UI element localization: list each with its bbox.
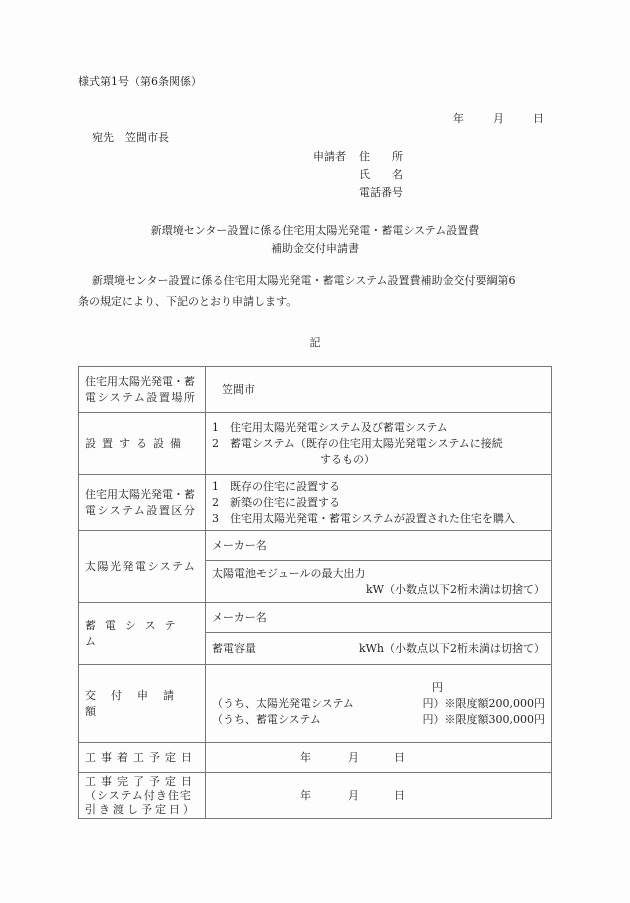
date-month: 月 — [493, 112, 504, 125]
location-label-line1: 住宅用太陽光発電・蓄 — [85, 374, 195, 388]
solar-output-field[interactable] — [206, 561, 552, 603]
completion-label-line3: 引き渡し予定日） — [85, 802, 197, 816]
completion-month: 月 — [348, 788, 359, 802]
table-row-category — [79, 475, 552, 531]
amount-battery-row — [212, 712, 545, 728]
completion-label-line1: 工事完了予定日 — [85, 774, 197, 788]
date-day: 日 — [533, 112, 544, 125]
completion-date-label — [79, 773, 206, 819]
solar-output-unit: kW（小数点以下2桁未満は切捨て） — [366, 582, 545, 596]
amount-yen: 円 — [432, 680, 443, 694]
battery-capacity-unit: kWh（小数点以下2桁未満は切捨て） — [358, 641, 545, 655]
form-number: 様式第1号（第6条関係） — [78, 75, 202, 88]
application-date — [453, 110, 544, 126]
table-row-amount — [79, 665, 552, 743]
amount-battery-label: （うち、蓄電システム — [212, 712, 321, 726]
equipment-label: 設置する設備 — [79, 413, 206, 475]
equipment-option-2-cont: するもの） — [320, 452, 375, 466]
applicant-label: 申請者 — [313, 150, 346, 163]
amount-solar-row — [212, 696, 545, 712]
start-day: 日 — [394, 750, 405, 764]
amount-battery-limit: 円）※限度額300,000円 — [422, 712, 545, 726]
table-row-solar-maker — [79, 531, 552, 561]
location-label — [79, 367, 206, 413]
battery-capacity-field[interactable] — [206, 633, 552, 665]
start-year: 年 — [300, 750, 311, 764]
table-row-equipment — [79, 413, 552, 475]
category-option-1[interactable]: 1 既存の住宅に設置する — [212, 479, 340, 493]
applicant-phone-label: 電話番号 — [359, 186, 403, 199]
location-value[interactable] — [206, 367, 552, 413]
location-label-line2: 電システム設置場所 — [85, 390, 197, 404]
body-text-line1: 新環境センター設置に係る住宅用太陽光発電・蓄電システム設置費補助金交付要綱第6 — [92, 274, 516, 287]
completion-date-field[interactable] — [206, 773, 552, 819]
start-date-field[interactable] — [206, 743, 552, 773]
category-options[interactable] — [206, 475, 552, 531]
start-month: 月 — [348, 750, 359, 764]
table-row-completion-date — [79, 773, 552, 819]
solar-output-label: 太陽電池モジュールの最大出力 — [212, 566, 366, 580]
category-option-2[interactable]: 2 新築の住宅に設置する — [212, 495, 340, 509]
applicant-address-label: 住 所 — [359, 150, 403, 163]
applicant-name-label: 氏 名 — [359, 168, 403, 181]
document-title-line2: 補助金交付申請書 — [271, 242, 359, 255]
category-label — [79, 475, 206, 531]
completion-day: 日 — [394, 788, 405, 802]
application-form-table — [78, 366, 552, 819]
start-date-label: 工事着工予定日 — [79, 743, 206, 773]
amount-solar-label: （うち、太陽光発電システム — [212, 696, 354, 710]
equipment-options[interactable] — [206, 413, 552, 475]
solar-label: 太陽光発電システム — [79, 531, 206, 603]
location-city: 笠間市 — [222, 382, 255, 396]
amount-field[interactable] — [206, 665, 552, 743]
date-year: 年 — [453, 112, 464, 125]
addressee: 宛先 笠間市長 — [92, 131, 169, 144]
equipment-option-2[interactable]: 2 蓄電システム（既存の住宅用太陽光発電システムに接続 — [212, 436, 503, 450]
table-row-battery-maker — [79, 603, 552, 633]
table-row-start-date — [79, 743, 552, 773]
completion-label-line2: （システム付き住宅 — [85, 788, 192, 802]
table-row-location — [79, 367, 552, 413]
battery-maker-field[interactable]: メーカー名 — [206, 603, 552, 633]
solar-maker-field[interactable]: メーカー名 — [206, 531, 552, 561]
document-title-line1: 新環境センター設置に係る住宅用太陽光発電・蓄電システム設置費 — [150, 224, 480, 237]
battery-label: 蓄電システム — [79, 603, 206, 665]
category-label-line2: 電システム設置区分 — [85, 503, 197, 517]
completion-year: 年 — [300, 788, 311, 802]
battery-capacity-label: 蓄電容量 — [212, 641, 256, 655]
equipment-option-1[interactable]: 1 住宅用太陽光発電システム及び蓄電システム — [212, 420, 448, 434]
ki-heading: 記 — [309, 336, 321, 349]
category-option-3[interactable]: 3 住宅用太陽光発電・蓄電システムが設置された住宅を購入 — [212, 511, 515, 525]
category-label-line1: 住宅用太陽光発電・蓄 — [85, 487, 195, 501]
amount-label: 交付申請額 — [79, 665, 206, 743]
amount-solar-limit: 円）※限度額200,000円 — [422, 696, 545, 710]
body-text-line2: 条の規定により、下記のとおり申請します。 — [78, 295, 298, 308]
